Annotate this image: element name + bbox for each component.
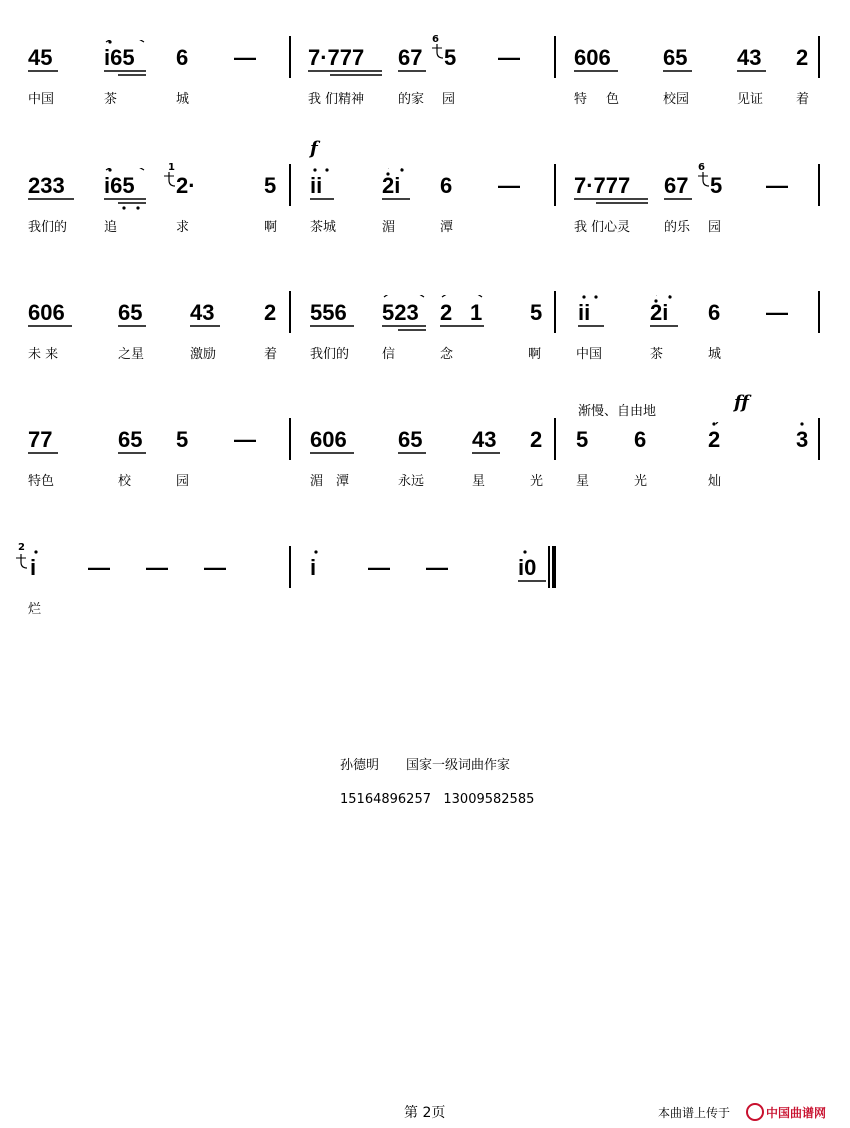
lyric: 烂 bbox=[28, 602, 42, 617]
lyric: 念 bbox=[440, 347, 454, 362]
grace-note: 2 bbox=[18, 542, 25, 553]
note: — bbox=[766, 173, 788, 198]
note: 5 bbox=[710, 173, 723, 198]
note: 1 bbox=[470, 300, 483, 325]
lyric: 着 bbox=[264, 347, 278, 362]
note: — bbox=[204, 555, 226, 580]
lyric: 特色 bbox=[28, 474, 55, 489]
lyric: 中国 bbox=[28, 92, 55, 107]
lyric: 茶 bbox=[650, 347, 664, 362]
note: — bbox=[766, 300, 788, 325]
barline bbox=[818, 418, 820, 460]
final-barline bbox=[552, 546, 556, 588]
lyric: 城 bbox=[708, 347, 722, 362]
lyric: 信 bbox=[382, 347, 396, 362]
system-4-lyrics bbox=[0, 472, 850, 496]
lyric: 茶城 bbox=[310, 220, 337, 235]
system-4 bbox=[0, 392, 850, 532]
note: 77 bbox=[28, 427, 53, 452]
barline bbox=[554, 291, 556, 333]
lyric: 求 bbox=[176, 220, 190, 235]
note: i65 bbox=[104, 173, 135, 198]
lyric: 城 bbox=[176, 92, 190, 107]
note: 2 bbox=[264, 300, 277, 325]
lyric: 我 们心灵 bbox=[574, 220, 631, 235]
lyric: 潭 bbox=[336, 474, 350, 489]
note: — bbox=[234, 427, 256, 452]
system-2-lyrics bbox=[0, 218, 850, 242]
author-title: 国家一级词曲作家 bbox=[406, 758, 511, 773]
lyric: 的家 bbox=[398, 92, 425, 107]
note: 2· bbox=[176, 173, 196, 198]
lyric: 园 bbox=[176, 474, 190, 489]
lyric: 我们的 bbox=[310, 347, 350, 362]
lyric: 特 bbox=[574, 92, 588, 107]
system-1 bbox=[0, 34, 850, 150]
grace-note: 6 bbox=[432, 34, 439, 45]
lyric: 星 bbox=[472, 474, 486, 489]
note: 2i bbox=[382, 173, 401, 198]
note: 43 bbox=[472, 427, 497, 452]
lyric: 中国 bbox=[576, 347, 603, 362]
lyric: 园 bbox=[442, 92, 456, 107]
note: 6 bbox=[440, 173, 453, 198]
note: 5 bbox=[530, 300, 543, 325]
note: 2 bbox=[530, 427, 543, 452]
note: ii bbox=[310, 173, 323, 198]
lyric: 光 bbox=[530, 474, 544, 489]
lyric: 校 bbox=[118, 474, 132, 489]
note: 606 bbox=[28, 300, 65, 325]
lyric: 校园 bbox=[663, 92, 690, 107]
system-1-lyrics bbox=[0, 90, 850, 114]
note: 65 bbox=[118, 427, 143, 452]
system-5-notes bbox=[0, 542, 850, 590]
system-2-notes bbox=[0, 162, 850, 208]
note: 43 bbox=[190, 300, 215, 325]
note: 5 bbox=[444, 45, 457, 70]
lyric: 的乐 bbox=[664, 220, 691, 235]
system-3 bbox=[0, 295, 850, 405]
barline bbox=[554, 164, 556, 206]
barline bbox=[289, 36, 291, 78]
note: 6 bbox=[708, 300, 721, 325]
note: i bbox=[310, 555, 317, 580]
system-5-lyrics bbox=[0, 600, 850, 624]
note: 45 bbox=[28, 45, 53, 70]
barline bbox=[289, 291, 291, 333]
page-number: 第 2页 bbox=[404, 1105, 446, 1121]
lyric: 未 来 bbox=[28, 347, 59, 362]
lyric: 追 bbox=[104, 220, 118, 235]
note: — bbox=[88, 555, 110, 580]
note: ii bbox=[578, 300, 591, 325]
lyric: 永远 bbox=[398, 474, 425, 489]
note: 5 bbox=[576, 427, 589, 452]
lyric: 见证 bbox=[737, 92, 764, 107]
system-2 bbox=[0, 138, 850, 278]
note: 43 bbox=[737, 45, 762, 70]
note: 5 bbox=[176, 427, 189, 452]
note: — bbox=[498, 45, 520, 70]
note: 2 bbox=[708, 427, 721, 452]
grace-note: 1 bbox=[168, 162, 175, 173]
lyric: 啊 bbox=[264, 220, 278, 235]
barline bbox=[548, 546, 550, 588]
note: 606 bbox=[310, 427, 347, 452]
note: 233 bbox=[28, 173, 65, 198]
barline bbox=[818, 36, 820, 78]
system-5 bbox=[0, 542, 850, 660]
note: 6 bbox=[634, 427, 647, 452]
lyric: 潭 bbox=[440, 220, 454, 235]
dynamic-marking: f bbox=[310, 138, 318, 159]
system-3-notes bbox=[0, 295, 850, 335]
note: i0 bbox=[518, 555, 537, 580]
lyric: 激励 bbox=[190, 347, 217, 362]
note: 523 bbox=[382, 300, 419, 325]
note: 7·777 bbox=[308, 45, 365, 70]
author-name: 孙德明 bbox=[340, 758, 380, 773]
lyric: 园 bbox=[708, 220, 722, 235]
system-1-notes bbox=[0, 34, 850, 80]
note: — bbox=[368, 555, 390, 580]
lyric: 茶 bbox=[104, 92, 118, 107]
note: 2 bbox=[796, 45, 809, 70]
note: 67 bbox=[398, 45, 423, 70]
note: 606 bbox=[574, 45, 611, 70]
barline bbox=[554, 36, 556, 78]
dynamic-marking: ff bbox=[734, 392, 749, 413]
note: 5 bbox=[264, 173, 277, 198]
lyric: 啊 bbox=[528, 347, 542, 362]
note: i bbox=[30, 555, 37, 580]
contact-phones: 15164896257 13009582585 bbox=[340, 792, 535, 807]
lyric: 光 bbox=[634, 474, 648, 489]
note: 65 bbox=[663, 45, 688, 70]
lyric: 我 们精神 bbox=[308, 92, 365, 107]
barline bbox=[818, 291, 820, 333]
note: 556 bbox=[310, 300, 347, 325]
grace-note: 6 bbox=[698, 162, 705, 173]
note: 2i bbox=[650, 300, 669, 325]
note: i65 bbox=[104, 45, 135, 70]
barline bbox=[289, 164, 291, 206]
note: 65 bbox=[398, 427, 423, 452]
note: 7·777 bbox=[574, 173, 631, 198]
note: — bbox=[426, 555, 448, 580]
system-3-lyrics bbox=[0, 345, 850, 369]
lyric: 灿 bbox=[708, 474, 722, 489]
note: 3 bbox=[796, 427, 809, 452]
note: 67 bbox=[664, 173, 689, 198]
system-4-notes bbox=[0, 422, 850, 462]
lyric: 着 bbox=[796, 92, 810, 107]
note: 2 bbox=[440, 300, 453, 325]
site-logo-icon bbox=[746, 1103, 764, 1121]
note: — bbox=[146, 555, 168, 580]
barline bbox=[554, 418, 556, 460]
lyric: 湄 bbox=[310, 474, 324, 489]
note: — bbox=[234, 45, 256, 70]
lyric: 之星 bbox=[118, 347, 145, 362]
lyric: 色 bbox=[606, 92, 620, 107]
note: 65 bbox=[118, 300, 143, 325]
barline bbox=[289, 546, 291, 588]
lyric: 我们的 bbox=[28, 220, 68, 235]
lyric: 星 bbox=[576, 474, 590, 489]
note: 6 bbox=[176, 45, 189, 70]
lyric: 湄 bbox=[382, 220, 396, 235]
tempo-marking: 渐慢、自由地 bbox=[578, 404, 657, 419]
site-brand-link[interactable]: 中国曲谱网 bbox=[766, 1106, 827, 1120]
upload-label: 本曲谱上传于 bbox=[658, 1106, 731, 1120]
note: — bbox=[498, 173, 520, 198]
barline bbox=[818, 164, 820, 206]
barline bbox=[289, 418, 291, 460]
